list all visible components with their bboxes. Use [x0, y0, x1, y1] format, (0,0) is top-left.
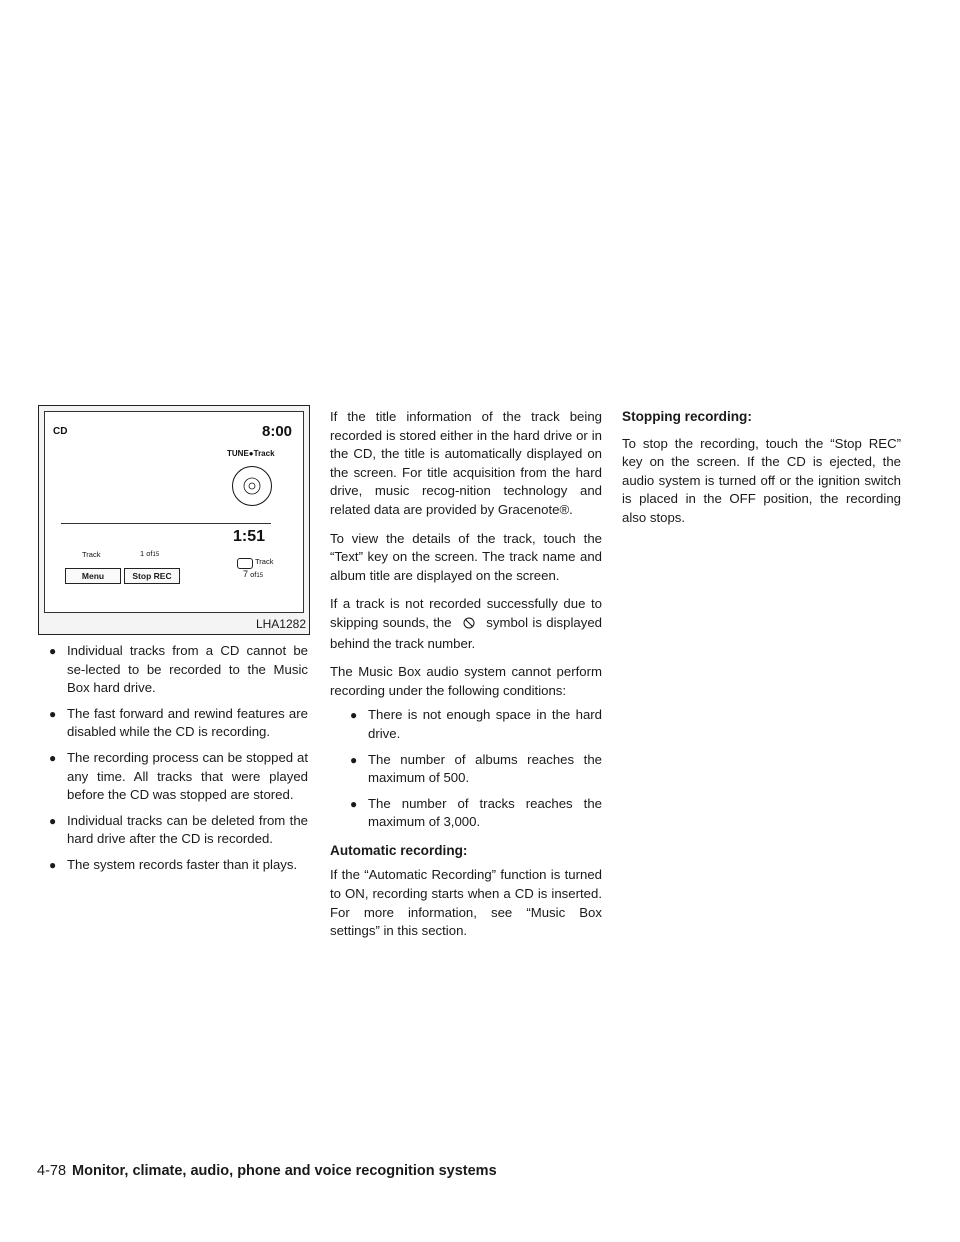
conditions-list	[330, 706, 602, 832]
right-column	[622, 408, 901, 538]
list-item: ● There is not enough space in the hard drive.	[350, 707, 602, 741]
cd-recording-figure	[38, 405, 310, 635]
page-number: 4-78	[37, 1163, 67, 1179]
track-position: 1 of15	[140, 549, 160, 558]
prohibited-icon	[456, 616, 482, 635]
list-item: ● The system records faster than it plays.	[49, 856, 298, 872]
stopping-recording-text: To stop the recording, touch the “Stop REC” key on the screen. If the CD is ejected, the audio system is turned off or the ignition switch is placed in the OFF position, the recording also stops.	[622, 435, 901, 525]
rec-track-label: Track	[255, 557, 274, 566]
menu-button[interactable]: Menu	[65, 568, 121, 584]
title-info-paragraph: If the title information of the track being recorded is stored either in the hard drive or in the CD, the title is automatically displayed on the screen. For title acquisition from the hard drive, music recog-nition technology and related data are provided by Gracenote®.	[330, 409, 602, 517]
source-label: CD	[53, 426, 68, 437]
figure-caption: LHA1282	[255, 617, 306, 631]
rec-track-count: 7 of15	[243, 569, 264, 579]
automatic-recording-heading: Automatic recording:	[330, 842, 468, 858]
left-column	[45, 642, 308, 882]
stopping-recording-heading: Stopping recording:	[622, 409, 752, 424]
section-title: Monitor, climate, audio, phone and voice recognition systems	[72, 1163, 497, 1179]
cd-display-screen	[44, 411, 304, 613]
dial-icon: ●	[248, 449, 254, 458]
list-item: ● The number of albums reaches the maximum of 500.	[350, 751, 602, 786]
list-item: ● Individual tracks from a CD cannot be se-lected to be recorded to the Music Box hard drive.	[49, 643, 308, 696]
skip-symbol-paragraph: If a track is not recorded successfully due to skipping sounds, the symbol is displayed behind the track number.	[330, 596, 602, 651]
recording-notes-list	[45, 642, 308, 875]
list-item: ● The number of tracks reaches the maximum of 3,000.	[350, 795, 602, 830]
page-footer	[37, 1163, 497, 1179]
tune-label: TUNE●Track	[227, 449, 275, 458]
list-item: ● The recording process can be stopped at any time. All tracks that were played before the CD was stopped are stored.	[49, 749, 308, 803]
list-item: ● The fast forward and rewind features are disabled while the CD is recording.	[49, 705, 308, 740]
stop-rec-button[interactable]: Stop REC	[124, 568, 180, 584]
rec-status-box	[237, 558, 253, 569]
automatic-recording-text: If the “Automatic Recording” function is turned to ON, recording starts when a CD is inserted. For more information, see “Music Box settings” in this section.	[330, 867, 602, 939]
middle-column	[330, 408, 602, 951]
text-key-paragraph: To view the details of the track, touch the “Text” key on the screen. The track name and album title are displayed on the screen.	[330, 530, 602, 583]
cd-disc-icon	[231, 465, 273, 507]
list-item: ● Individual tracks can be deleted from the hard drive after the CD is recorded.	[49, 812, 308, 847]
conditions-intro: The Music Box audio system cannot perform recording under the following conditions:	[330, 664, 602, 698]
elapsed-time: 1:51	[233, 528, 266, 545]
progress-divider	[61, 523, 271, 524]
clock: 8:00	[262, 423, 293, 440]
track-label: Track	[82, 550, 101, 559]
